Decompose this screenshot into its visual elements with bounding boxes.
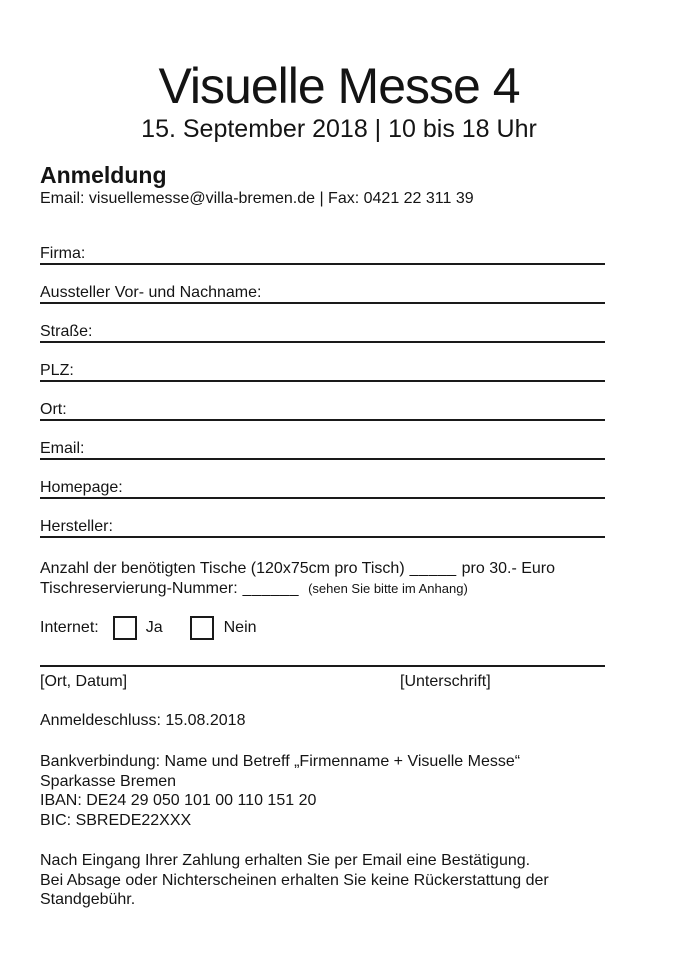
note-line-confirmation: Nach Eingang Ihrer Zahlung erhalten Sie per Email eine Bestätigung. <box>40 852 531 869</box>
note-line-refund-1: Bei Absage oder Nichterscheinen erhalten Sie keine Rückerstattung der <box>40 871 549 889</box>
bank-line-bic: BIC: SBREDE22XXX <box>40 811 192 829</box>
section-heading-anmeldung: Anmeldung <box>40 162 167 188</box>
note-line-refund-2: Standgebühr. <box>40 891 136 908</box>
form-field-strasse[interactable] <box>40 320 605 343</box>
field-label-plz: PLZ: <box>40 362 74 379</box>
page-title: Visuelle Messe 4 <box>158 58 520 114</box>
table-quantity-line <box>40 559 605 579</box>
table-reservation-line <box>40 579 605 599</box>
reservation-number-label: Tischreservierung-Nummer: <box>40 580 238 597</box>
form-field-aussteller-name[interactable] <box>40 281 605 304</box>
field-label-strasse: Straße: <box>40 323 93 340</box>
internet-no-label: Nein <box>223 619 257 636</box>
table-quantity-blank[interactable]: _____ <box>409 560 457 577</box>
internet-no-checkbox[interactable] <box>190 616 214 640</box>
event-date-subtitle: 15. September 2018 | 10 bis 18 Uhr <box>141 115 537 143</box>
table-quantity-text: Anzahl der benötigten Tische (120x75cm pro Tisch) <box>40 560 405 577</box>
form-field-firma[interactable] <box>40 242 605 265</box>
table-price-text: pro 30.- Euro <box>461 560 556 577</box>
place-date-label: [Ort, Datum] <box>40 673 128 690</box>
field-label-homepage: Homepage: <box>40 479 123 496</box>
bank-line-name: Sparkasse Bremen <box>40 772 177 790</box>
signature-block <box>40 665 605 693</box>
field-label-aussteller-name: Aussteller Vor- und Nachname: <box>40 284 262 301</box>
internet-yes-label: Ja <box>145 619 163 636</box>
field-label-ort: Ort: <box>40 401 67 418</box>
internet-option-row <box>40 615 605 641</box>
tables-section <box>40 559 605 599</box>
field-label-email: Email: <box>40 440 85 457</box>
bank-line-reference: Bankverbindung: Name und Betreff „Firmenname + Visuelle Messe“ <box>40 753 521 770</box>
form-fields <box>40 242 605 538</box>
form-field-homepage[interactable] <box>40 476 605 499</box>
form-field-plz[interactable] <box>40 359 605 382</box>
signature-labels <box>40 667 605 692</box>
reservation-note: (sehen Sie bitte im Anhang) <box>308 581 468 596</box>
deadline-text: Anmeldeschluss: 15.08.2018 <box>40 712 246 729</box>
bank-details <box>40 752 605 830</box>
field-label-hersteller: Hersteller: <box>40 518 113 535</box>
field-label-firma: Firma: <box>40 245 86 262</box>
reservation-number-blank[interactable]: ______ <box>242 580 300 597</box>
internet-label: Internet: <box>40 619 99 636</box>
bank-line-iban: IBAN: DE24 29 050 101 00 110 151 20 <box>40 792 317 809</box>
signature-label: [Unterschrift] <box>400 673 491 690</box>
payment-notes <box>40 851 605 910</box>
form-field-email[interactable] <box>40 437 605 460</box>
contact-info-line: Email: visuellemesse@villa-bremen.de | Fax: 0421 22 311 39 <box>40 190 474 207</box>
form-field-hersteller[interactable] <box>40 515 605 538</box>
form-field-ort[interactable] <box>40 398 605 421</box>
internet-yes-checkbox[interactable] <box>113 616 137 640</box>
